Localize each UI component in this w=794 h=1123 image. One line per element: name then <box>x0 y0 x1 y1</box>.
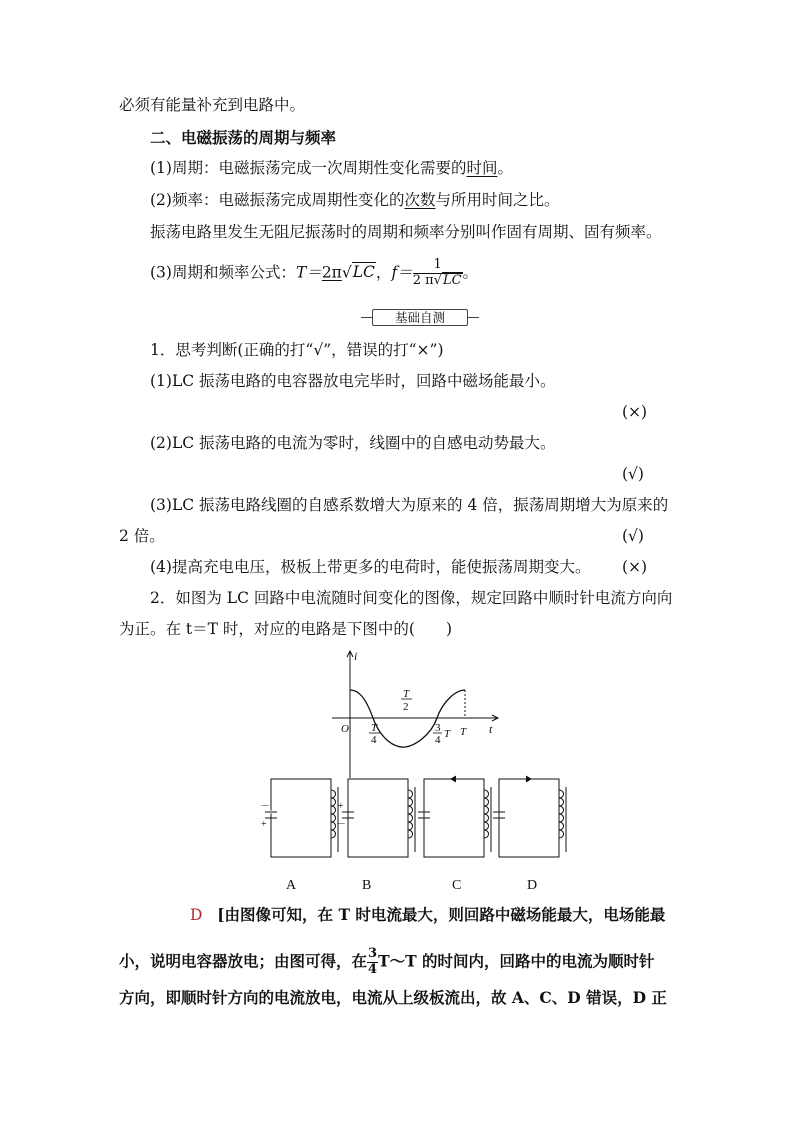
question-1-item-2: (2)LC 振荡电路的电流为零时，线圈中的自感电动势最大。 <box>150 434 556 452</box>
circuit-c <box>418 776 491 857</box>
natural-period-text: 振荡电路里发生无阻尼振荡时的周期和频率分别叫作固有周期、固有频率。 <box>150 223 662 241</box>
answer-text-2a: 小，说明电容器放电；由图可得，在 <box>119 951 368 971</box>
tick-three-quarter-3: 3 <box>435 722 441 734</box>
section-badge: 基础自测 <box>372 309 468 326</box>
formula-sqrt-lc: LC <box>352 263 375 282</box>
option-label-a: A <box>286 878 297 893</box>
circuit-a-minus: － <box>260 801 270 812</box>
tick-quarter-T: T <box>371 722 378 734</box>
formula-comma: ， <box>375 263 392 282</box>
period-keyword: 时间 <box>466 159 498 177</box>
formula-line: (3)周期和频率公式：T＝2π√LC，f＝ $\frac{1}{2 \pi√LC}$ 。 <box>150 257 479 288</box>
fraction-denominator: 2 π√LC <box>412 272 462 288</box>
tick-quarter-4: 4 <box>371 734 377 746</box>
option-label-c: C <box>452 878 462 893</box>
answer-text-1: [由图像可知，在 T 时电流最大，则回路中磁场能最大，电场能最 <box>217 905 666 924</box>
circuit-a <box>265 779 338 857</box>
circuit-b <box>342 779 415 857</box>
tick-three-quarter-4: 4 <box>435 734 441 746</box>
option-label-d: D <box>527 878 538 893</box>
formula-end: 。 <box>462 263 479 282</box>
denominator-sqrt-lc: LC <box>442 272 462 288</box>
frequency-end: 与所用时间之比。 <box>435 191 560 209</box>
question-1-item-4: (4)提高充电电压，极板上带更多的电荷时，能使振荡周期变大。 <box>150 558 591 576</box>
frequency-keyword: 次数 <box>404 191 436 209</box>
option-label-b: B <box>362 878 372 893</box>
formula-2pi: 2π <box>321 263 342 282</box>
circuit-d <box>493 776 566 857</box>
answer-fraction-num: 3 <box>368 946 378 961</box>
question-1-item-1: (1)LC 振荡电路的电容器放电完毕时，回路中磁场能最小。 <box>150 372 556 390</box>
period-text: (1)周期：电磁振荡完成一次周期性变化需要的 <box>150 159 467 177</box>
formula-fraction <box>413 258 463 289</box>
question-1-item-3-cont: 2 倍。 <box>119 527 165 545</box>
definition-frequency <box>150 193 560 209</box>
item-2-mark: (√) <box>622 465 644 483</box>
fraction-numerator: 1 <box>413 258 463 274</box>
tick-half-T: T <box>403 688 410 700</box>
current-curve <box>350 690 465 747</box>
item-3-mark: (√) <box>622 527 644 545</box>
answer-line-1 <box>190 907 665 924</box>
line-continuation: 必须有能量补充到电路中。 <box>119 96 306 114</box>
tick-half-2: 2 <box>403 701 409 713</box>
formula-label: (3)周期和频率公式： <box>150 263 296 282</box>
circuit-b-minus: － <box>336 819 346 830</box>
frequency-text: (2)频率：电磁振荡完成周期性变化的 <box>150 191 405 209</box>
question-1-item-3: (3)LC 振荡电路线圈的自感系数增大为原来的 4 倍，振荡周期增大为原来的 <box>150 496 669 514</box>
formula-T: T＝ <box>295 263 322 282</box>
origin-label: O <box>341 723 349 735</box>
answer-line-3: 方向，即顺时针方向的电流放电，电流从上级板流出，故 A、C、D 错误，D 正 <box>119 988 667 1007</box>
answer-line-2 <box>119 947 655 978</box>
answer-text-2b: T～T 的时间内，回路中的电流为顺时针 <box>378 951 655 971</box>
period-end: 。 <box>497 159 513 177</box>
answer-fraction <box>367 947 378 978</box>
item-1-mark: (×) <box>622 403 648 421</box>
x-axis-arrow <box>492 715 498 721</box>
y-axis-arrow <box>347 651 353 657</box>
t-axis-label: t <box>489 722 493 736</box>
question-2-stem: 2．如图为 LC 回路中电流随时间变化的图像，规定回路中顺时针电流方向向 <box>150 589 673 607</box>
i-axis-label: i <box>354 649 358 663</box>
tick-three-quarter-T: T <box>444 728 451 740</box>
formula-f: f＝ <box>391 263 413 282</box>
answer-fraction-den: 4 <box>368 961 378 977</box>
answer-letter: D <box>190 906 203 924</box>
circuit-a-plus: + <box>261 819 267 830</box>
question-2-stem-cont: 为正。在 t＝T 时，对应的电路是下图中的( ) <box>119 620 453 638</box>
definition-period <box>150 161 513 177</box>
tick-T: T <box>460 726 467 738</box>
section-heading: 二、电磁振荡的周期与频率 <box>150 128 337 147</box>
denominator-2pi: 2 π <box>412 272 434 288</box>
circuit-b-plus: + <box>338 801 344 812</box>
item-4-mark: (×) <box>622 558 648 576</box>
question-1-stem: 1．思考判断(正确的打“√”，错误的打“×”) <box>150 341 444 359</box>
